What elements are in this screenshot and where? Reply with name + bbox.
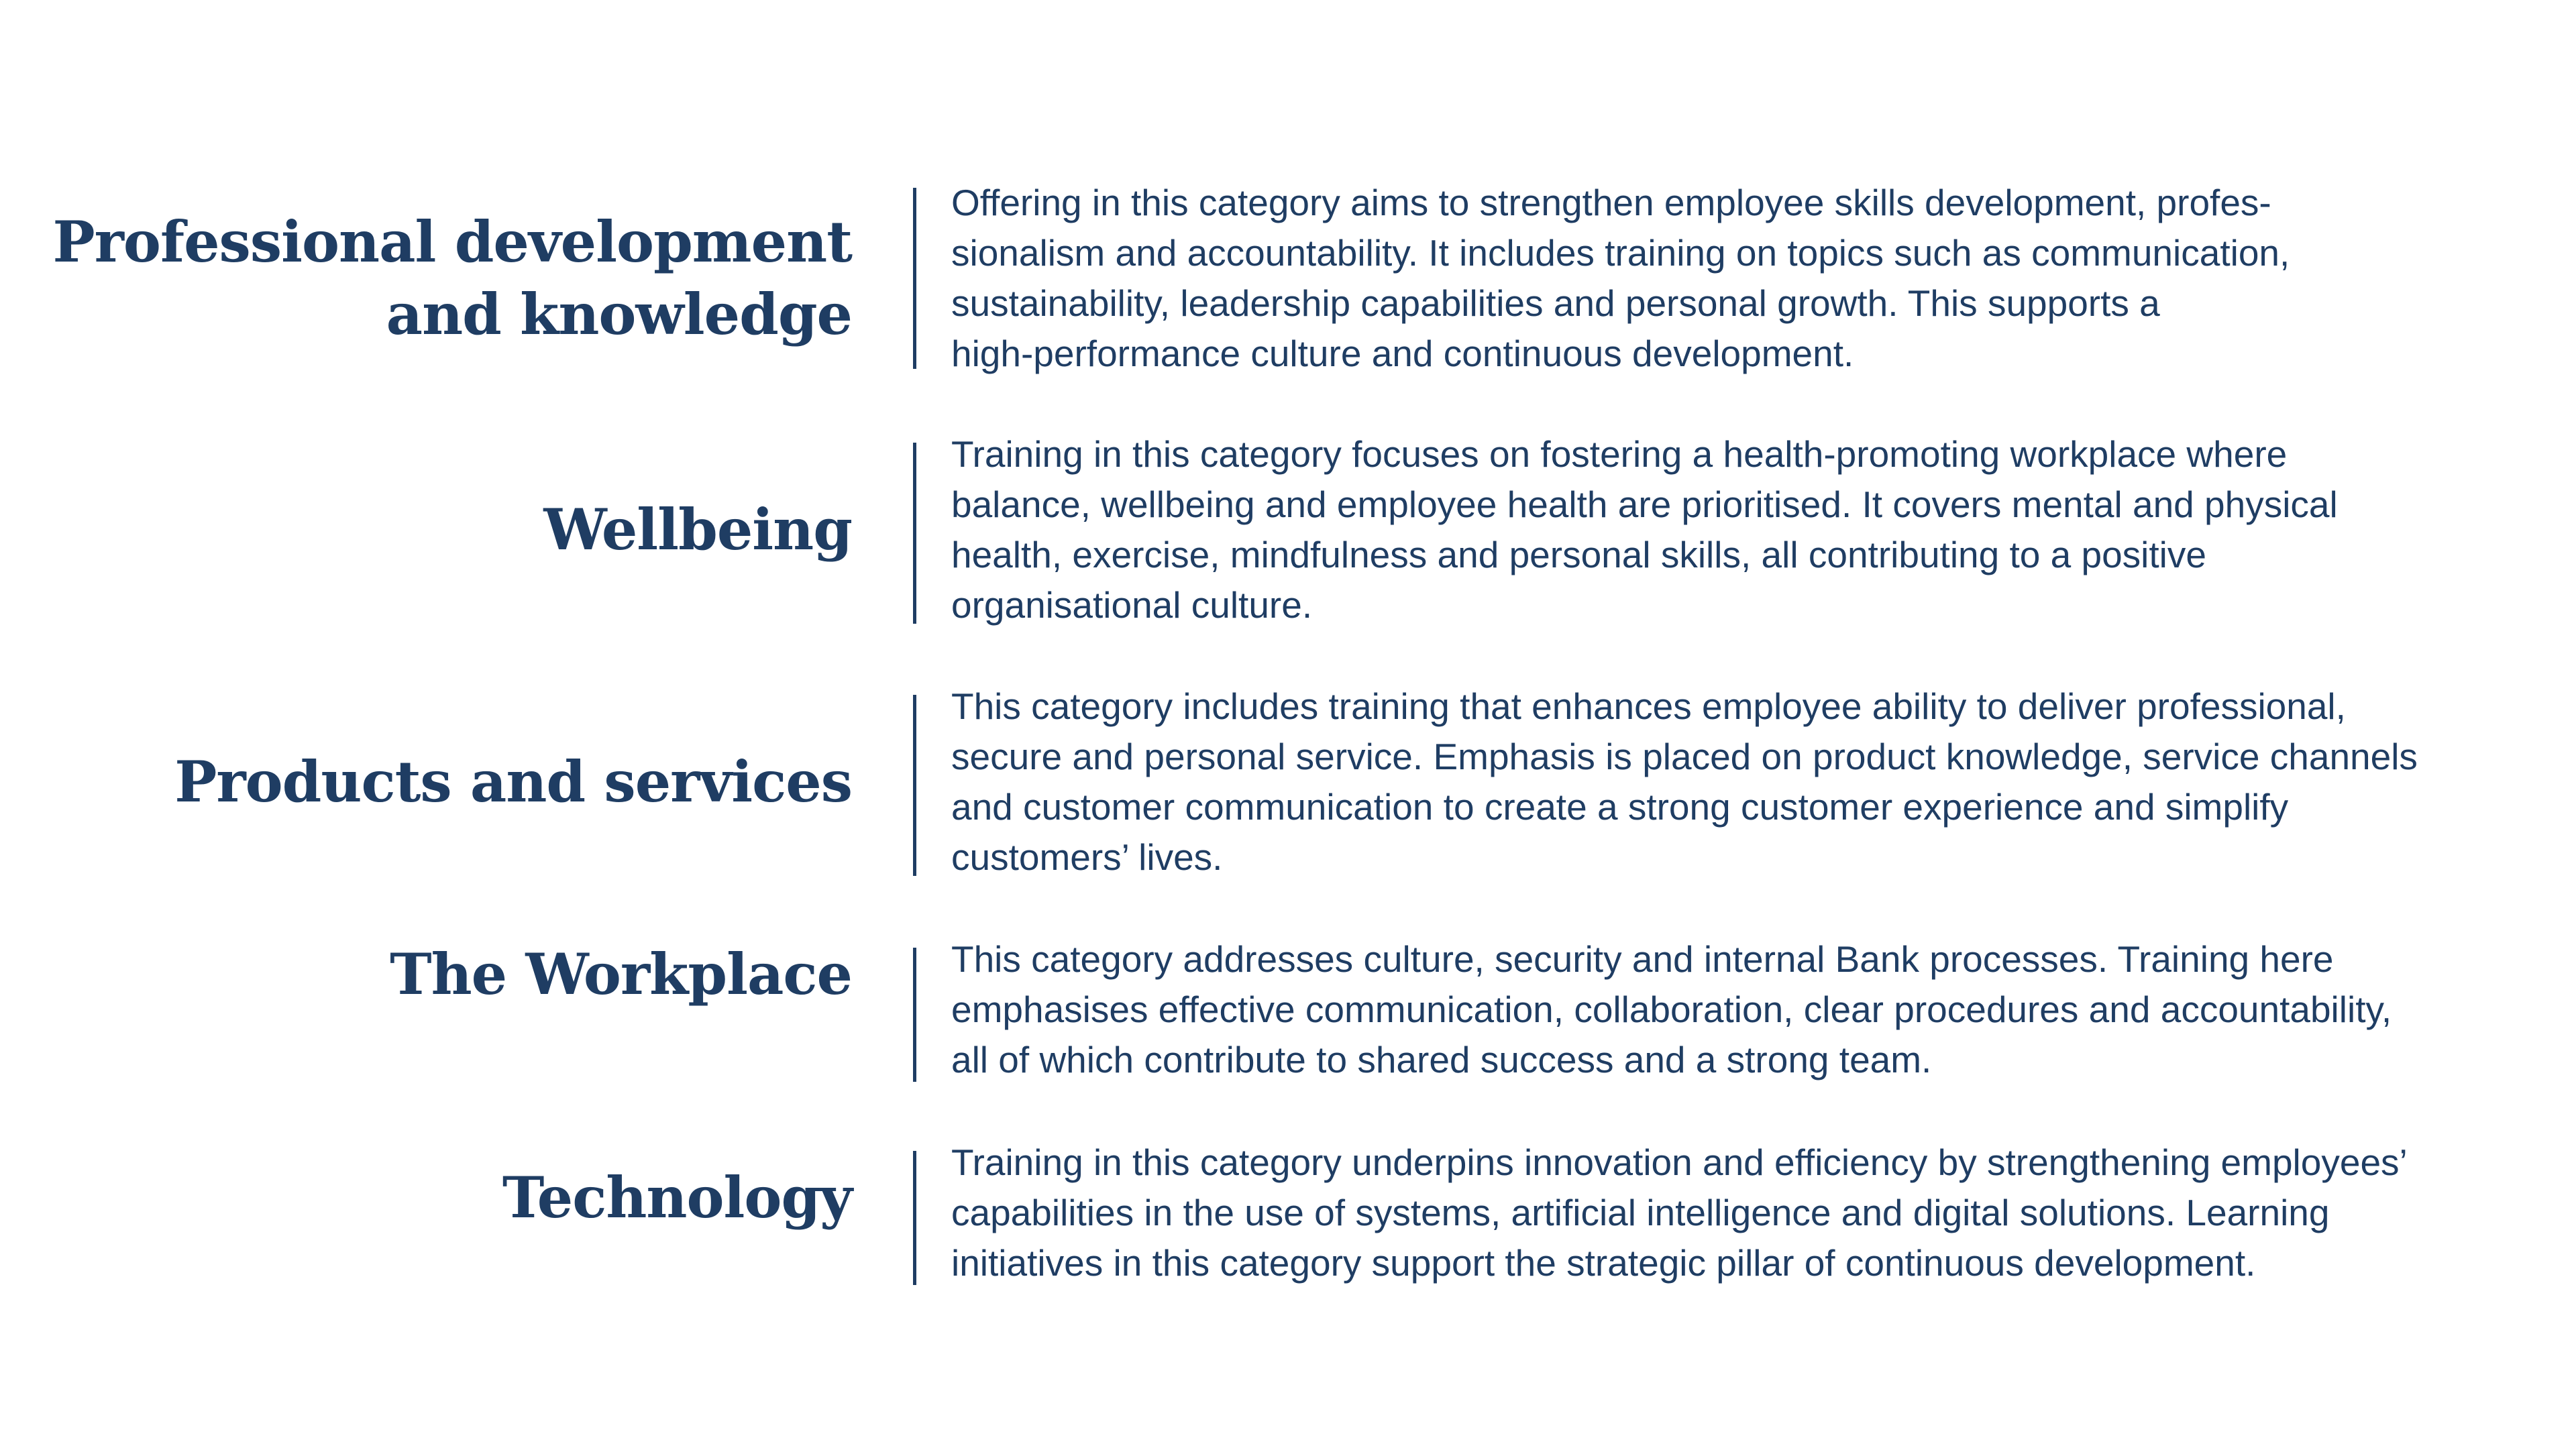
category-title-text: Products and services [174,748,852,815]
category-title [0,1137,852,1258]
category-divider [913,443,916,624]
category-title [0,429,852,630]
category-title [0,934,852,1015]
category-divider [913,1151,916,1285]
category-title [0,681,852,883]
category-title-text: Professional development and knowledge [52,209,852,347]
category-title-text: Technology [502,1164,852,1231]
category-title-text: The Workplace [390,941,852,1007]
category-divider [913,948,916,1082]
category-divider [913,695,916,876]
category-description: Offering in this category aims to strengthen employee skills development, profes- sionalism and accountability. It includes training on topics such as communication, sustainability, leadership capabilities and personal growth. This supports a high-performance culture and continuous development. [951,182,2290,374]
category-description: This category includes training that enhances employee ability to deliver professional, secure and personal service. Emphasis is placed on product knowledge, service channels and customer communication to create a strong customer experience and simplify customers’ lives. [951,685,2418,878]
category-title-text: Wellbeing [543,496,852,563]
category-description: Training in this category underpins innovation and efficiency by strengthening employees’ capabilities in the use of systems, artificial intelligence and digital solutions. Learning initiatives in this category support the strategic pillar of continuous development. [951,1141,2408,1284]
category-divider [913,188,916,369]
category-title [0,178,852,379]
category-description: Training in this category focuses on fostering a health-promoting workplace where balance, wellbeing and employee health are prioritised. It covers mental and physical health, exercise, mindfulness and personal skills, all contributing to a positive organisational culture. [951,433,2338,626]
category-description: This category addresses culture, security and internal Bank processes. Training here emphasises effective communication, collaboration, clear procedures and accountability, all of which contribute to shared success and a strong team. [951,938,2392,1080]
